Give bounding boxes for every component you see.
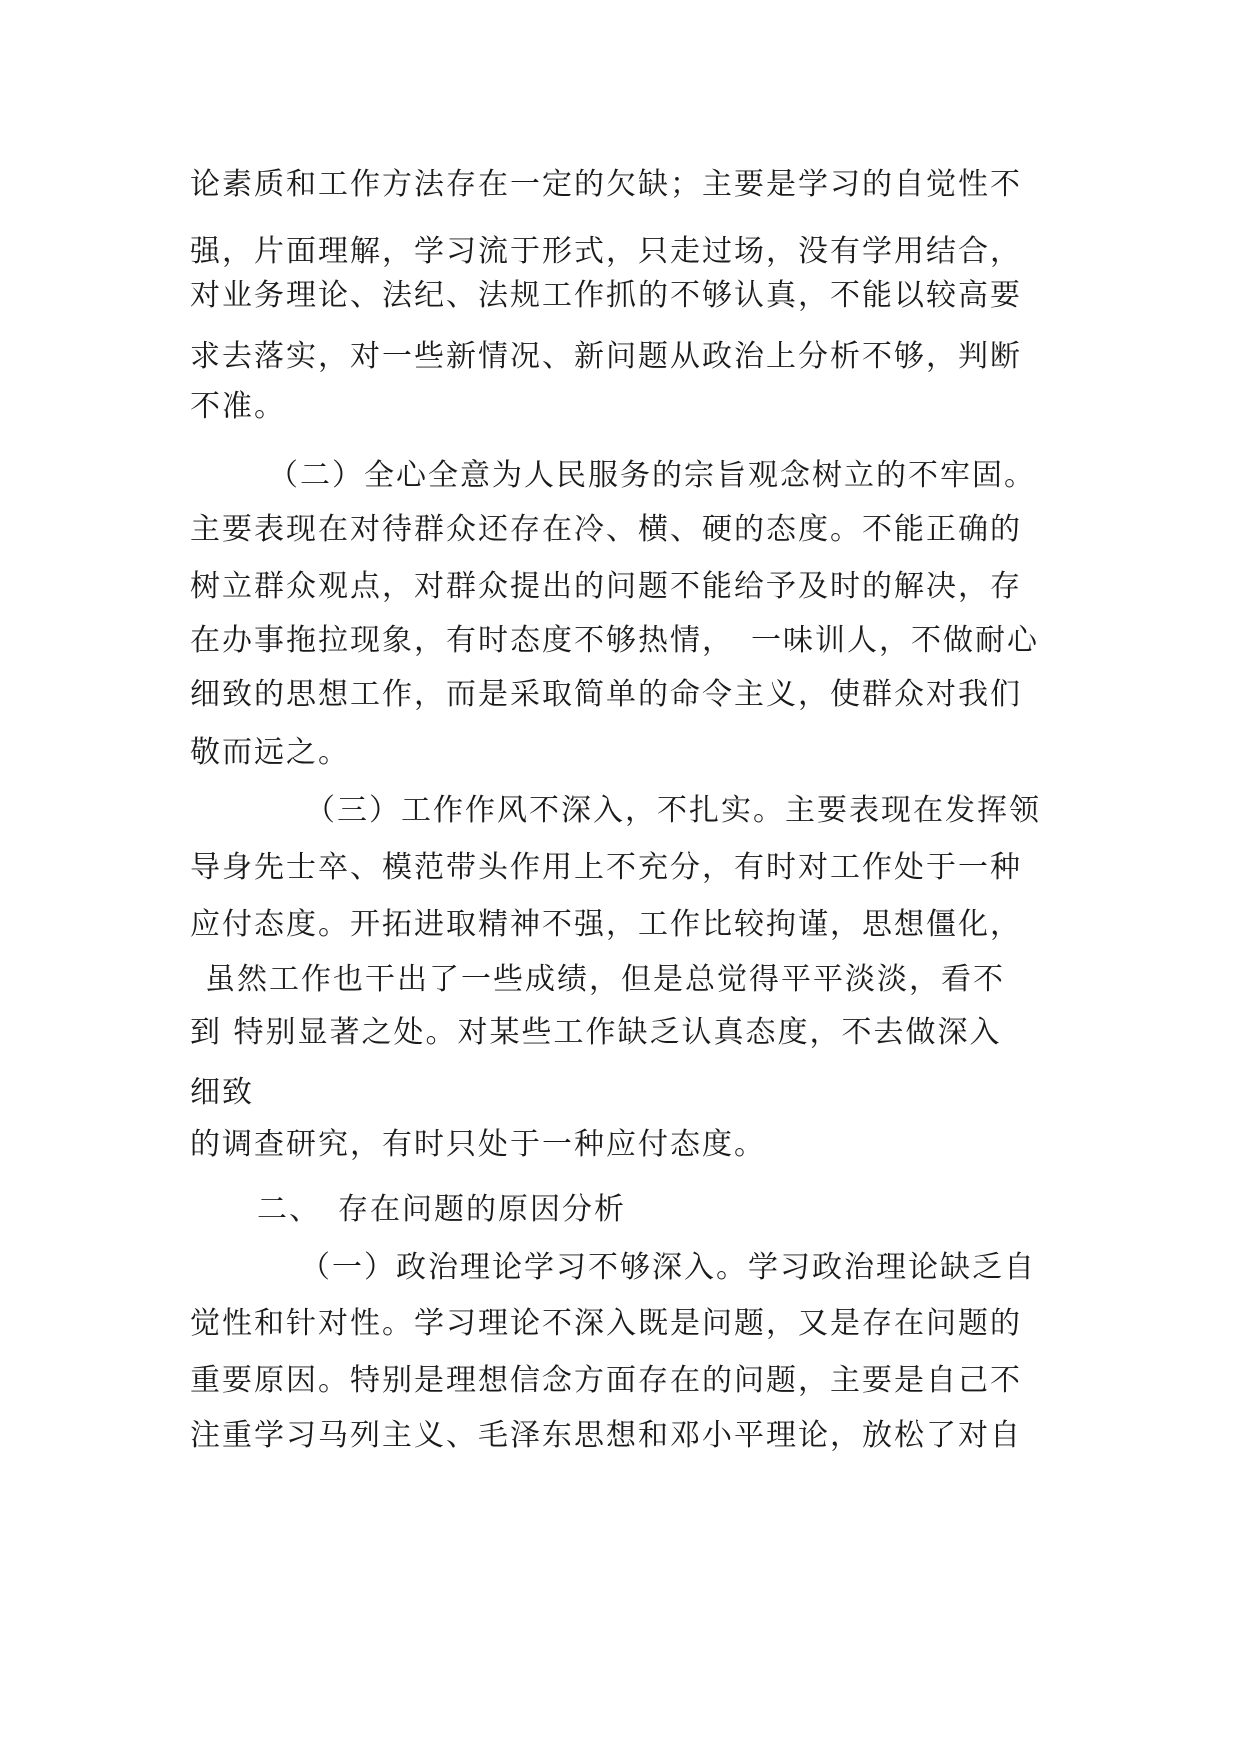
section-heading: （一）政治理论学习不够深入。学习政治理论缺乏自 (300, 1250, 1036, 1285)
text-line: 导身先士卒、模范带头作用上不充分，有时对工作处于一种 (190, 850, 1022, 885)
text-line: 树立群众观点，对群众提出的问题不能给予及时的解决，存 (190, 569, 1022, 604)
section-heading: 二、 存在问题的原因分析 (257, 1192, 626, 1227)
text-line: 虽然工作也干出了一些成绩，但是总觉得平平淡淡，看不 (205, 962, 1005, 997)
text-line: 细致的思想工作，而是采取简单的命令主义，使群众对我们 (190, 677, 1022, 712)
text-line: 主要表现在对待群众还存在冷、横、硬的态度。不能正确的 (190, 512, 1022, 547)
text-line: 强，片面理解，学习流于形式，只走过场，没有学用结合， (190, 234, 1022, 269)
text-line: 到 特别显著之处。对某些工作缺乏认真态度，不去做深入 (190, 1015, 1002, 1050)
text-line: 应付态度。开拓进取精神不强，工作比较拘谨，思想僵化， (190, 907, 1022, 942)
text-line: 注重学习马列主义、毛泽东思想和邓小平理论，放松了对自 (190, 1418, 1022, 1453)
text-line: 重要原因。特别是理想信念方面存在的问题，主要是自己不 (190, 1363, 1022, 1398)
text-line: 论素质和工作方法存在一定的欠缺；主要是学习的自觉性不 (190, 167, 1022, 202)
section-heading: （三）工作作风不深入，不扎实。主要表现在发挥领 (305, 793, 1041, 828)
text-line: 在办事拖拉现象，有时态度不够热情， 一味训人，不做耐心 (190, 623, 1039, 658)
text-line: 觉性和针对性。学习理论不深入既是问题，又是存在问题的 (190, 1306, 1022, 1341)
section-heading: （二）全心全意为人民服务的宗旨观念树立的不牢固。 (268, 458, 1036, 493)
text-line: 细致 (190, 1075, 254, 1110)
text-line: 的调查研究，有时只处于一种应付态度。 (190, 1127, 766, 1162)
text-line: 敬而远之。 (190, 735, 350, 770)
text-line: 不准。 (190, 389, 286, 424)
text-line: 对业务理论、法纪、法规工作抓的不够认真，不能以较高要 (190, 278, 1022, 313)
text-line: 求去落实，对一些新情况、新问题从政治上分析不够，判断 (190, 339, 1022, 374)
